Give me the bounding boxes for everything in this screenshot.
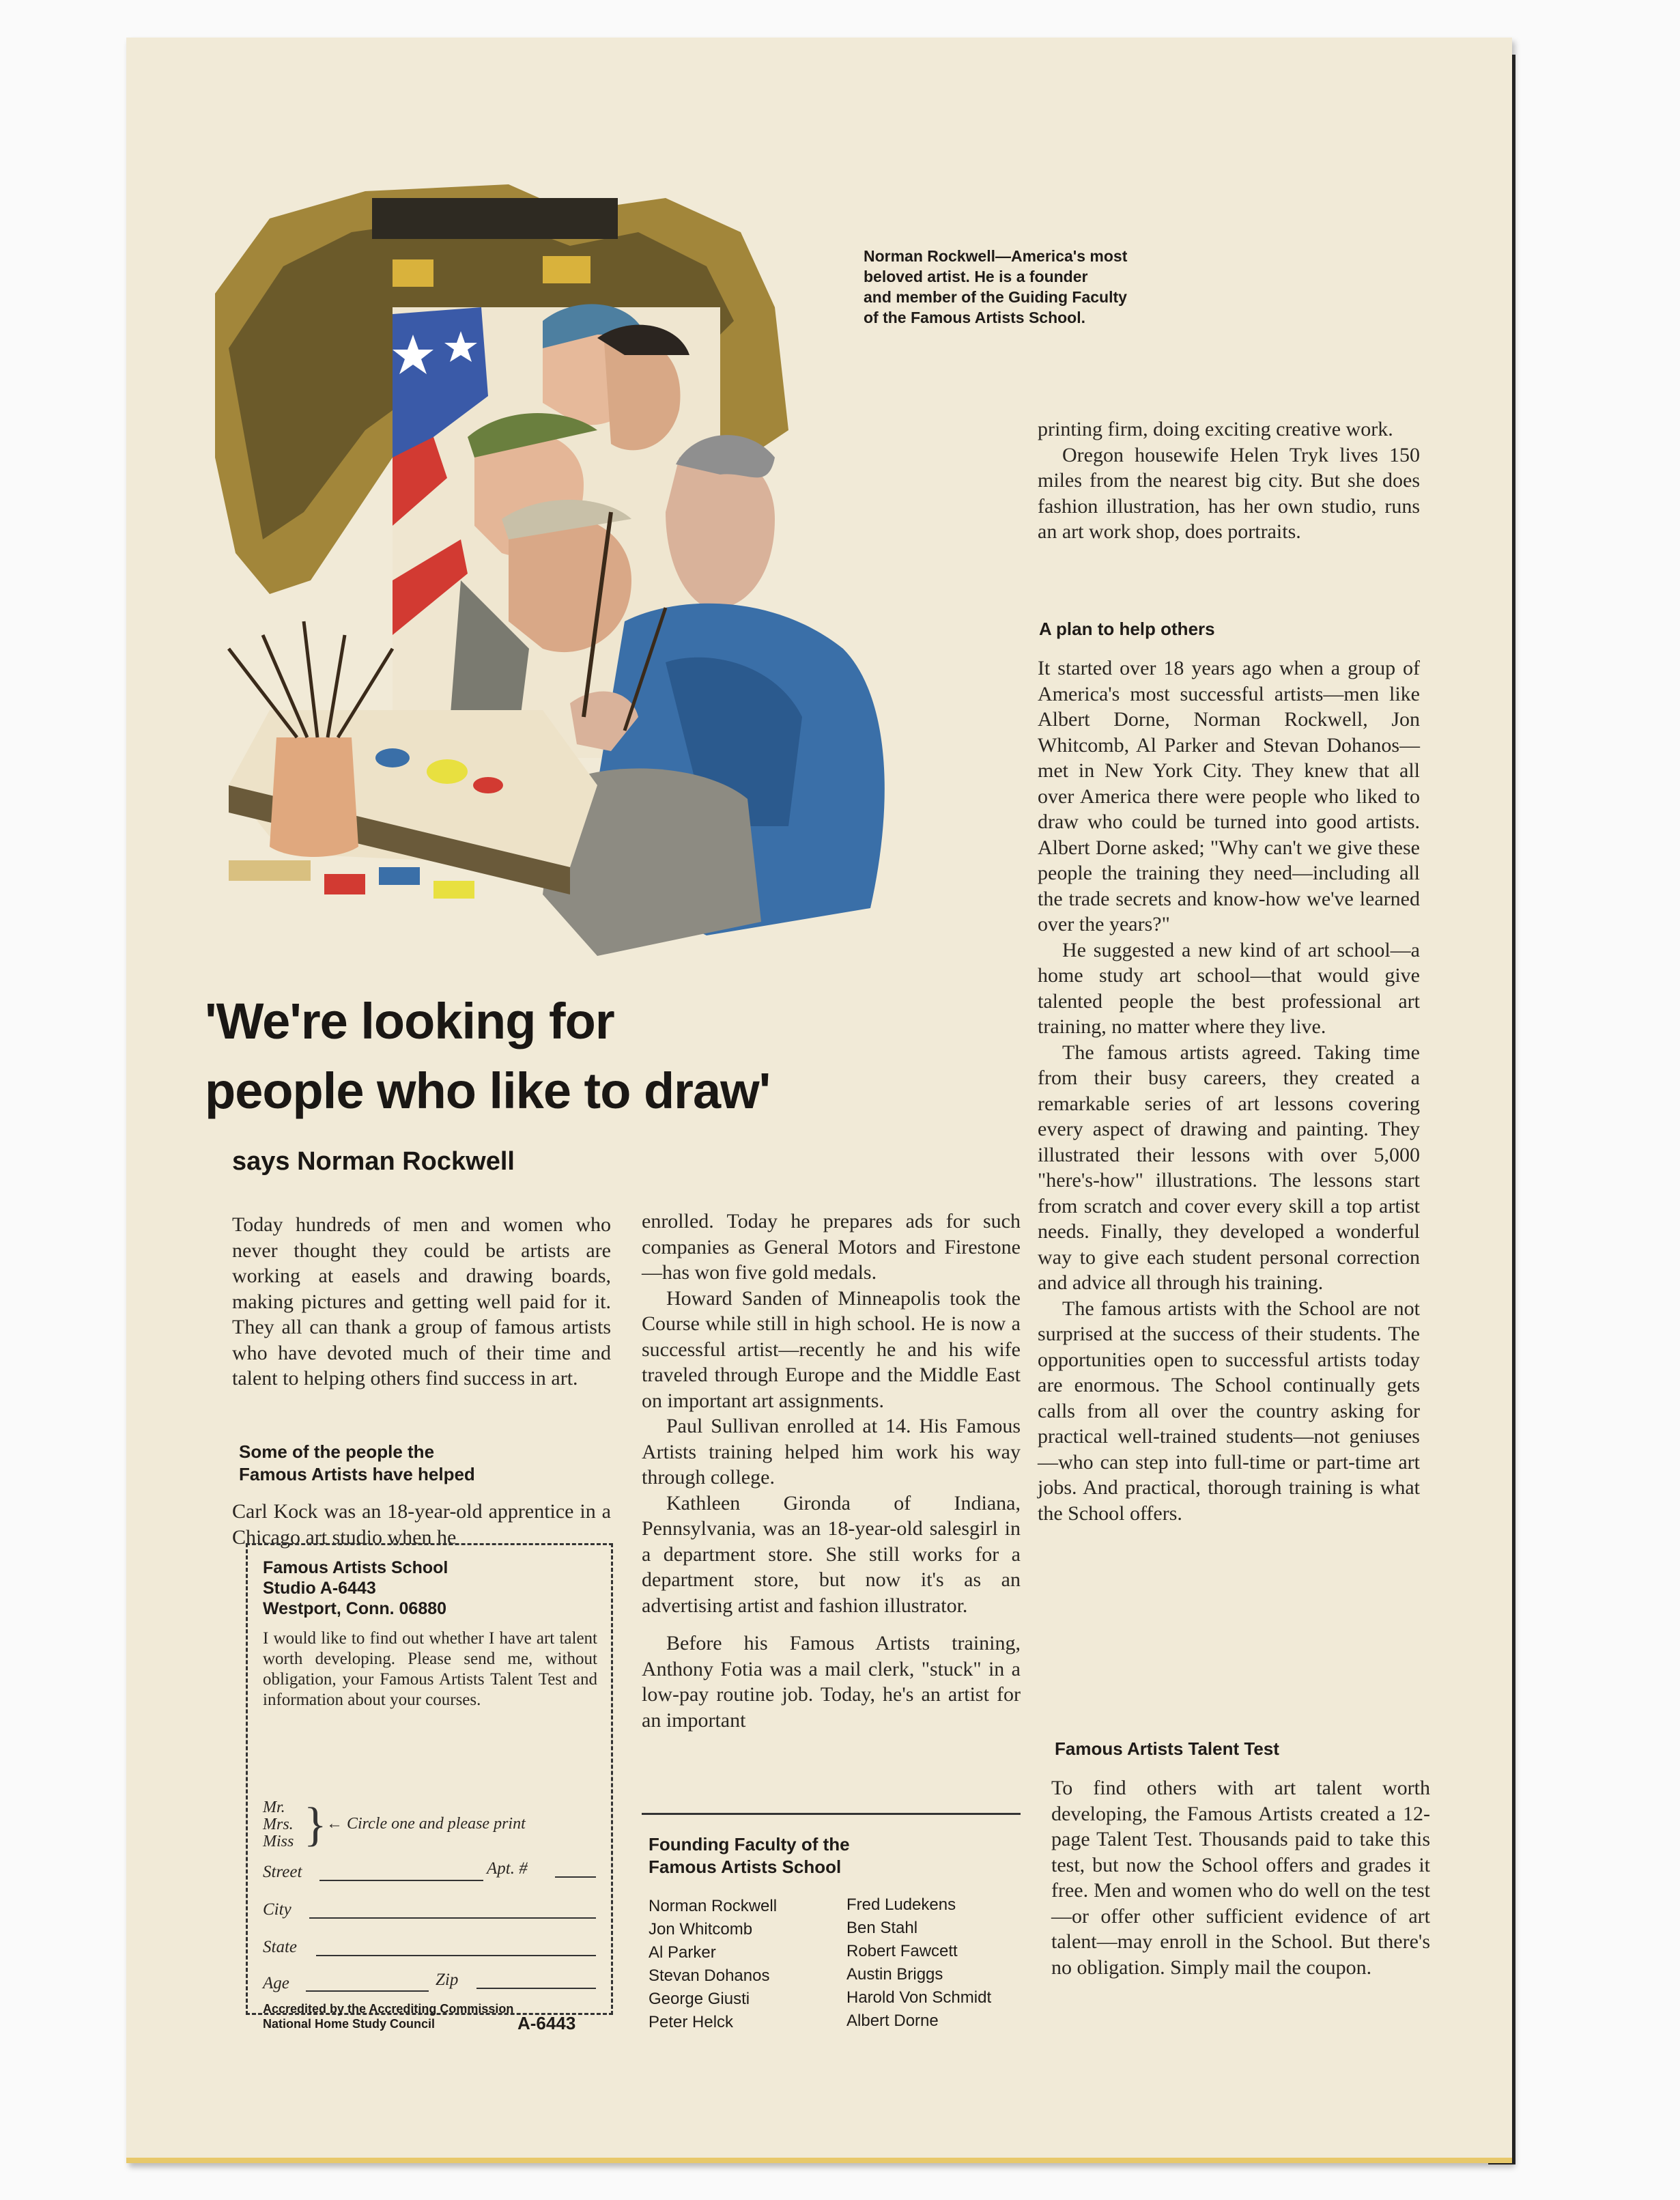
city-input[interactable] [309,1917,596,1919]
faculty-list-left [649,1895,777,2034]
coupon-address-line: Westport, Conn. 06880 [263,1599,447,1618]
body-paragraph: Before his Famous Artists training, Anthony Fotia was a mail clerk, "stuck" in a low-pay routine job. Today, he's an artist for an important [642,1632,1021,1732]
caption-line: and member of the Guiding Faculty [864,288,1127,306]
byline: says Norman Rockwell [232,1147,515,1176]
faculty-member: Peter Helck [649,2013,734,2031]
accreditation-line: Accredited by the Accrediting Commission [263,2002,514,2016]
coupon-address-line: Studio A-6443 [263,1579,376,1598]
talent-test-subhead: Famous Artists Talent Test [1055,1738,1279,1759]
plan-subhead: A plan to help others [1039,619,1215,639]
column-1-intro [232,1212,611,1392]
people-helped-subhead [239,1441,475,1486]
body-paragraph: Oregon housewife Helen Tryk lives 150 miles from the nearest big city. But she does fashion illustration, has her own studio, runs an art work shop, does portraits. [1038,443,1420,543]
mail-coupon[interactable] [246,1543,613,2033]
state-input[interactable] [316,1955,596,1956]
headline-line-2: people who like to draw' [205,1062,771,1119]
street-label: Street [263,1863,302,1881]
apt-input[interactable] [555,1876,596,1878]
caption-line: Norman Rockwell—America's most [864,247,1128,265]
street-input[interactable] [319,1880,483,1881]
body-paragraph: Howard Sanden of Minneapolis took the Course while still in high school. He is now a successful artist—recently he and his wife traveled through Europe and the Middle East on important art assignments. [642,1286,1021,1412]
zip-input[interactable] [476,1988,596,1989]
body-paragraph: printing firm, doing exciting creative work. [1038,418,1393,440]
body-paragraph: Carl Kock was an 18-year-old apprentice in a Chicago art studio when he [232,1500,611,1549]
column-3-main [1038,655,1420,1526]
faculty-title-line: Founding Faculty of the [649,1834,850,1855]
column-3-bottom [1051,1775,1430,1980]
age-label: Age [263,1974,289,1992]
zip-label: Zip [436,1971,459,1989]
coupon-address [263,1557,448,1619]
circle-instruction: ← Circle one and please print [326,1815,526,1833]
faculty-member: Fred Ludekens [846,1895,956,1914]
faculty-title [649,1833,850,1878]
faculty-member: Al Parker [649,1943,716,1962]
faculty-member: George Giusti [649,1990,750,2008]
city-label: City [263,1900,291,1919]
coupon-address-line: Famous Artists School [263,1558,449,1577]
caption-line: of the Famous Artists School. [864,309,1086,326]
subhead-line: Some of the people the [239,1441,435,1462]
faculty-member: Austin Briggs [846,1965,943,1984]
subhead-line: Famous Artists have helped [239,1464,475,1484]
intro-paragraph: Today hundreds of men and women who never thought they could be artists are working at easels and drawing boards, making pictures and getting well paid for it. They all can thank a group of famous artists who have devoted much of their time and talent to helping others find success in art. [232,1213,611,1390]
title-miss[interactable]: Miss [263,1833,294,1850]
faculty-member: Albert Dorne [846,2012,939,2030]
faculty-member: Norman Rockwell [649,1897,778,1915]
title-mrs[interactable]: Mrs. [263,1816,294,1833]
faculty-title-line: Famous Artists School [649,1857,842,1877]
body-paragraph: Paul Sullivan enrolled at 14. His Famous Artists training helped him work his way through college. [642,1415,1021,1489]
title-options[interactable] [263,1799,294,1850]
headline [205,987,956,1126]
apt-label: Apt. # [487,1859,528,1878]
faculty-member: Harold Von Schmidt [846,1988,992,2007]
body-paragraph: Kathleen Gironda of Indiana, Pennsylvania, was an 18-year-old salesgirl in a department store. She still works for a department store, but now it's as an advertising artist and fashion illustrator. [642,1491,1021,1617]
faculty-member: Jon Whitcomb [649,1920,753,1938]
state-label: State [263,1938,297,1956]
magazine-page [126,38,1512,2163]
age-input[interactable] [306,1990,429,1992]
coupon-code: A-6443 [517,2013,576,2033]
faculty-member: Ben Stahl [846,1919,918,1937]
caption-line: beloved artist. He is a founder [864,268,1088,285]
column-2 [642,1209,1021,1733]
faculty-divider [642,1813,1021,1815]
headline-line-1: 'We're looking for [205,993,614,1049]
body-paragraph: The famous artists agreed. Taking time from their busy careers, they created a remarkable series of art lessons covering every aspect of drawing and painting. They illustrated their lessons with over 5,000 "here's-how" illustrations. The lessons start from scratch and cover every skill a top artist needs. Finally, they developed a wonderful way to give each student personal correction and advice all through his training. [1038,1041,1420,1294]
faculty-member: Stevan Dohanos [649,1966,770,1985]
body-paragraph: The famous artists with the School are not surprised at the success of their students. The opportunities open to successful artists today are enormous. The School continually gets calls from all over the country asking for practical well-trained students—not geniuses—who can step into full-time or part-time art jobs. And practical, thorough training is what the School offers. [1038,1297,1420,1525]
faculty-list-right [846,1893,991,2033]
accreditation-line: National Home Study Council [263,2017,436,2031]
carl-kock-paragraph [232,1499,611,1550]
body-paragraph: He suggested a new kind of art school—a home study art school—that would give talented people the best professional art training, no matter where they live. [1038,938,1420,1038]
coupon-request: I would like to find out whether I have art talent worth developing. Please send me, without obligation, your Famous Artists Talent Test and information about your courses. [263,1629,597,1709]
column-3-top [1038,417,1420,545]
brace-icon: } [304,1799,327,1851]
illustration-caption [864,246,1246,328]
body-paragraph: It started over 18 years ago when a group of America's most successful artists—men like Albert Dorne, Norman Rockwell, Jon Whitcomb, Al Parker and Stevan Dohanos—met in New York City. They knew that all over America there were people who liked to draw who could be turned into good artists. Albert Dorne asked; "Why can't we give these people the training they need—including all the trade secrets and know-how we've learned over the years?" [1038,657,1420,935]
title-mr[interactable]: Mr. [263,1799,285,1816]
accreditation-note [263,2001,513,2031]
body-paragraph: To find others with art talent worth developing, the Famous Artists created a 12-page Talent Test. Thousands paid to take this test, but now the School offers and grades it free. Men and women who do well on the test—or offer other sufficient evidence of art talent—may enroll in the School. But there's no obligation. Simply mail the coupon. [1051,1777,1430,1979]
body-paragraph: enrolled. Today he prepares ads for such companies as General Motors and Firestone—has won five gold medals. [642,1210,1021,1284]
faculty-member: Robert Fawcett [846,1942,958,1960]
